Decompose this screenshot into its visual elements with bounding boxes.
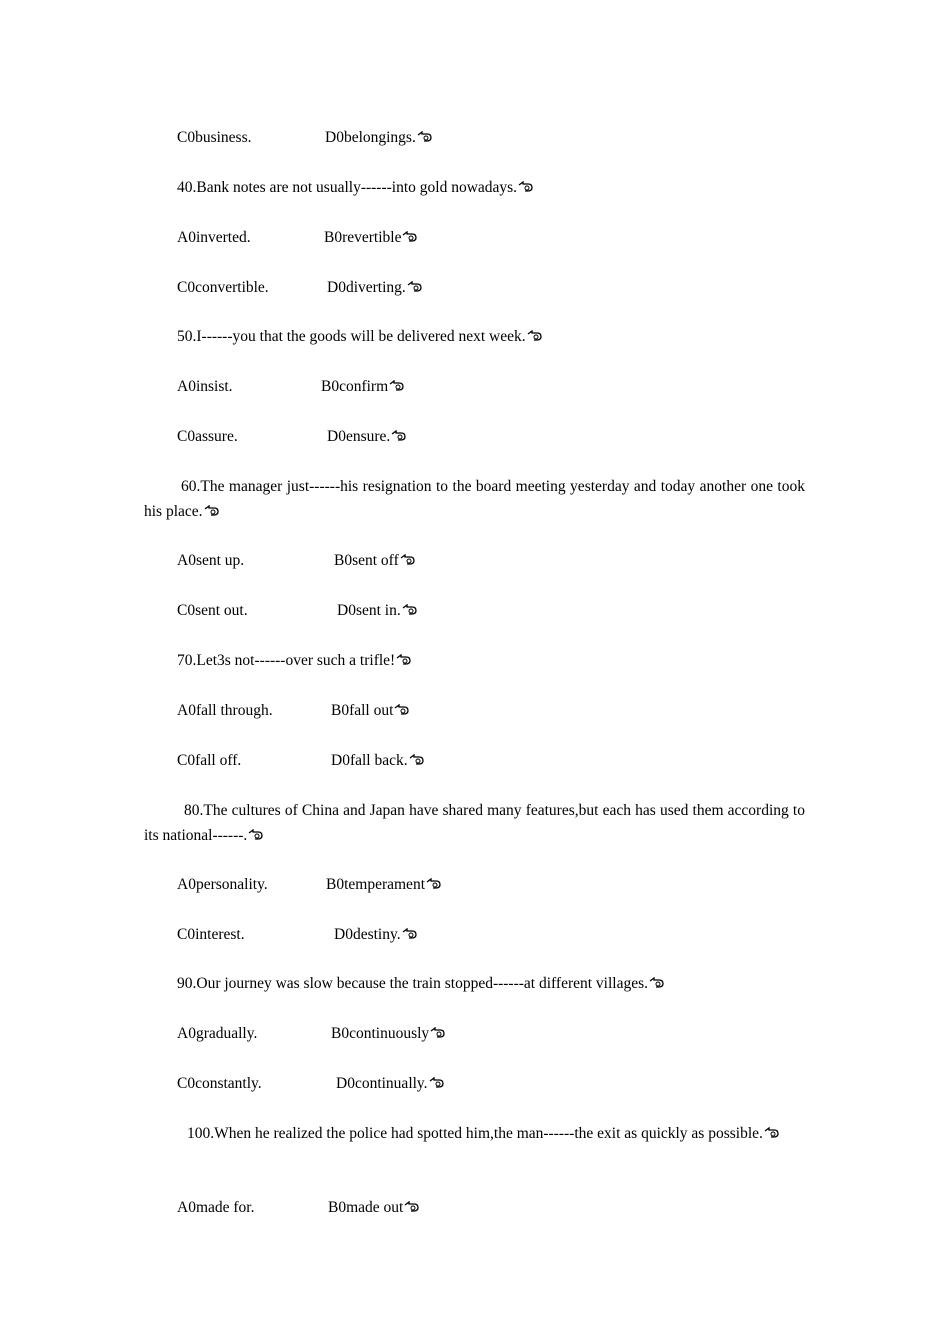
option-line	[177, 551, 244, 571]
paragraph-return-icon	[402, 231, 418, 243]
option-line	[331, 1024, 446, 1044]
question-60	[144, 474, 805, 524]
option-line	[325, 128, 433, 148]
option-line	[177, 377, 233, 397]
option-line	[177, 1024, 257, 1044]
paragraph-return-icon	[391, 430, 407, 442]
paragraph-return-icon	[404, 1201, 420, 1213]
option-line	[321, 377, 405, 397]
paragraph-return-icon	[417, 131, 433, 143]
option-b: B0continuously	[331, 1025, 430, 1042]
paragraph-return-icon	[394, 704, 410, 716]
option-b: B0confirm	[321, 378, 389, 395]
question-text: 70.Let3s not------over such a trifle!	[177, 652, 396, 669]
question-text: 80.The cultures of China and Japan have shared many features,but each has used them according to its national------.	[144, 802, 805, 844]
option-c: C0constantly.	[177, 1075, 262, 1092]
option-line	[177, 601, 248, 621]
option-c: C0interest.	[177, 926, 245, 943]
option-c: C0assure.	[177, 428, 238, 445]
option-d: D0destiny.	[334, 926, 401, 943]
option-line	[336, 1074, 445, 1094]
option-line	[328, 1198, 420, 1218]
option-a: A0sent up.	[177, 552, 245, 569]
option-line	[177, 701, 273, 721]
option-a: A0personality.	[177, 876, 268, 893]
question-80	[144, 798, 805, 848]
option-line	[177, 925, 245, 945]
paragraph-return-icon	[400, 554, 416, 566]
paragraph-return-icon	[518, 181, 534, 193]
option-c: C0convertible.	[177, 279, 269, 296]
option-line	[334, 925, 418, 945]
option-line	[331, 701, 410, 721]
option-d: D0fall back.	[331, 752, 408, 769]
paragraph-return-icon	[248, 829, 264, 841]
option-line	[177, 128, 252, 148]
paragraph-return-icon	[402, 604, 418, 616]
option-a: A0inverted.	[177, 229, 251, 246]
option-line	[177, 751, 241, 771]
option-d: D0continually.	[336, 1075, 428, 1092]
option-line	[324, 228, 418, 248]
paragraph-return-icon	[396, 654, 412, 666]
paragraph-return-icon	[649, 977, 665, 989]
question-text: 50.I------you that the goods will be delivered next week.	[177, 328, 526, 345]
paragraph-return-icon	[527, 330, 543, 342]
option-c: C0fall off.	[177, 752, 242, 769]
option-d: D0belongings.	[325, 129, 416, 146]
paragraph-return-icon	[429, 1077, 445, 1089]
paragraph-return-icon	[430, 1027, 446, 1039]
question-text: 100.When he realized the police had spotted him,the man------the exit as quickly as possible.	[187, 1125, 763, 1142]
paragraph-return-icon	[409, 754, 425, 766]
option-line	[326, 875, 442, 895]
option-line	[331, 751, 425, 771]
paragraph-return-icon	[407, 281, 423, 293]
option-line	[337, 601, 418, 621]
option-b: B0sent off	[334, 552, 399, 569]
option-b: B0temperament	[326, 876, 425, 893]
question-text: 40.Bank notes are not usually------into gold nowadays.	[177, 179, 518, 196]
option-a: A0insist.	[177, 378, 233, 395]
paragraph-return-icon	[764, 1127, 780, 1139]
option-line	[177, 1198, 254, 1218]
option-a: A0fall through.	[177, 702, 273, 719]
question-90	[177, 974, 665, 994]
option-line	[334, 551, 416, 571]
option-b: B0made out	[328, 1199, 404, 1216]
paragraph-return-icon	[402, 928, 418, 940]
question-70	[177, 651, 412, 671]
option-a: A0made for.	[177, 1199, 255, 1216]
option-c: C0sent out.	[177, 602, 248, 619]
option-line	[327, 427, 407, 447]
option-b: B0revertible	[324, 229, 402, 246]
question-text: 60.The manager just------his resignation to the board meeting yesterday and today another one took his place.	[144, 478, 805, 520]
option-line	[177, 228, 251, 248]
paragraph-return-icon	[389, 380, 405, 392]
option-line	[177, 1074, 262, 1094]
paragraph-return-icon	[204, 505, 220, 517]
paragraph-return-icon	[426, 878, 442, 890]
option-d: D0diverting.	[327, 279, 406, 296]
option-b: B0fall out	[331, 702, 394, 719]
option-a: A0gradually.	[177, 1025, 258, 1042]
option-line	[177, 278, 269, 298]
option-line	[177, 427, 238, 447]
question-100	[144, 1121, 805, 1146]
option-d: D0ensure.	[327, 428, 391, 445]
option-line	[177, 875, 268, 895]
option-line	[327, 278, 423, 298]
question-text: 90.Our journey was slow because the train stopped------at different villages.	[177, 975, 649, 992]
option-c: C0business.	[177, 129, 252, 146]
question-50	[177, 327, 543, 347]
option-d: D0sent in.	[337, 602, 401, 619]
question-40	[177, 178, 534, 198]
